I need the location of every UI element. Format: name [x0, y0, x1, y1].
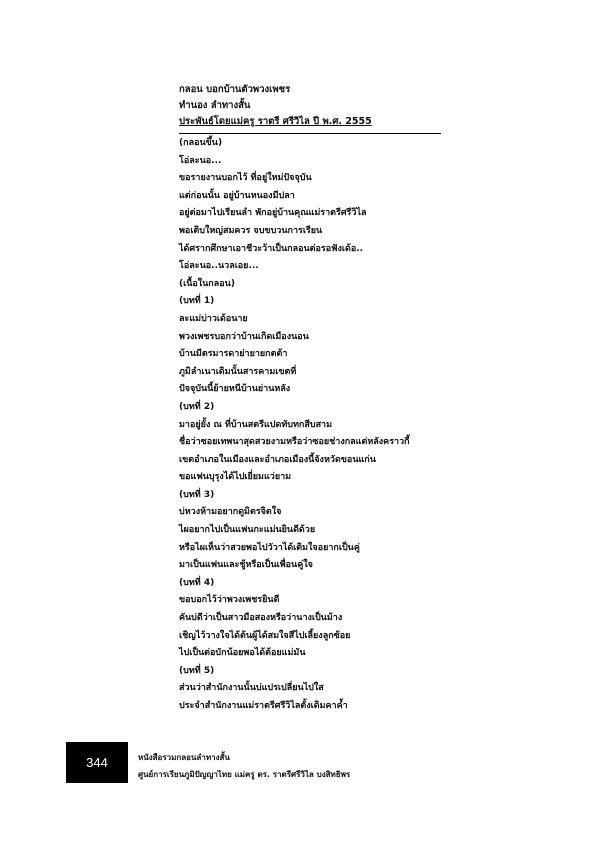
lyric-line: ละแม่บ่าวเด้อนาย [179, 313, 248, 324]
lyric-line: แต่ก่อนนั้น อยู่บ้านหนองมีปลา [179, 190, 295, 201]
lyric-line: (บทที่ 2) [179, 401, 215, 412]
song-title: กลอน บอกบ้านตัวพวงเพชร [179, 84, 291, 95]
lyric-line: พวงเพชรบอกว่าบ้านเกิดเมืองนอน [179, 331, 309, 342]
header-divider [179, 133, 441, 134]
lyric-line: ไผอยากไปเป็นแฟนกะแม่นยินดีด้วย [179, 525, 316, 536]
lyric-line: บ่หวงห้ามอยากดูมิตรจิตใจ [179, 507, 282, 518]
lyric-line: โอ่ละนอ... [179, 155, 222, 166]
footer-publisher: ศูนย์การเรียนภูมิปัญญาไทย แม่ครู ดร. ราตรีศรีวิไล บงสิทธิพร [138, 770, 351, 779]
lyric-line: ขอรายงานบอกไว้ ที่อยู่ใหม่ปัจจุบัน [179, 173, 312, 184]
lyric-line: (บทที่ 4) [179, 577, 215, 588]
lyric-line: พอเติบใหญ่สมควร จบขบวนการเรียน [179, 225, 323, 236]
lyric-line: (บทที่ 5) [179, 665, 215, 676]
lyric-line: ขอบอกไว้ว่าพวงเพชรยินดี [179, 595, 280, 606]
lyric-line: อยู่ต่อมาไปเรียนลำ พักอยู่บ้านคุณแม่ราตรีศรีวิไล [179, 208, 367, 219]
page-footer [138, 749, 458, 783]
page-number-box [66, 742, 128, 783]
page-number: 344 [86, 755, 108, 770]
lyric-line: ส่วนว่าสำนักงานนั้นบ่แปรเปลี่ยนไปใส [179, 683, 324, 694]
lyric-line: เขตอำเภอในเมืองและอำเภอเมืองนี้จังหวัดขอนแก่น [179, 454, 376, 465]
lyric-line: ชื่อว่าซอยเทพนาสุดสวยงามหรือว่าซอยช่างกลแต่หลังคราวกี้ [179, 437, 410, 448]
lyric-line: ภูมิลำเนาเดิมนั้นสารคามเขตที่ [179, 366, 297, 377]
lyric-line: มาอยู่ยั้ง ณ ที่บ้านสตรีแปดทับทกสีบสาม [179, 419, 333, 430]
lyric-line: มาเป็นแฟนและชู้หรือเป็นเพื่อนคู่ใจ [179, 560, 313, 571]
lyrics-list [179, 135, 459, 716]
lyric-line: ได้ศรากศึกษาเอาชีวะว้าเป็นกลอนต่อรอฟังเด้อ.. [179, 243, 364, 254]
lyric-line: ไปเป็นต่อบักน้อยพอได้ต้อยแม่มัน [179, 648, 306, 659]
song-composer: ประพันธ์โดยแม่ครู ราตรี ศรีวิไล ปี พ.ศ. 2555 [179, 116, 372, 127]
lyric-line: (เนื้อในกลอน) [179, 278, 235, 289]
lyric-line: โอ่ละนอ..นวลเอย... [179, 261, 259, 272]
lyric-line: ขอแฟนบุรุงได้ไปเยี่ยมแว่ยาม [179, 472, 292, 483]
lyric-line: บ้านมีตรมารดาย่ายายกตต้า [179, 349, 288, 360]
lyric-line: (บทที่ 3) [179, 489, 215, 500]
lyric-line: หรือไผเห็นว่าสวยพอไปวัวาได้เติมใจอยากเป็นคู่ [179, 542, 360, 553]
lyric-line: ปัจจุบันนี้ย้ายหนีบ้านย่านหลัง [179, 384, 291, 395]
lyric-line: (กลอนขึ้น) [179, 138, 223, 148]
lyrics-column [179, 82, 459, 716]
footer-book-title: หนังสือรวมกลอนลำทางสั้น [138, 753, 230, 762]
lyric-line: ประจำสำนักงานแม่ราตรีศรีวิไลตั้งเดิมคาค้ำ [179, 701, 348, 711]
lyric-line: เชิญไว้วางใจได้ต้นผู้ได้สมใจสีไปเลี้ยงลูกซ้อย [179, 630, 351, 641]
song-melody: ทำนอง ลำทางสั้น [179, 100, 251, 111]
lyric-line: (บทที่ 1) [179, 296, 215, 307]
lyric-line: คันบ่ดีว่าเป็นสาวมือสองหรือว่านางเป็นม้าง [179, 613, 343, 624]
